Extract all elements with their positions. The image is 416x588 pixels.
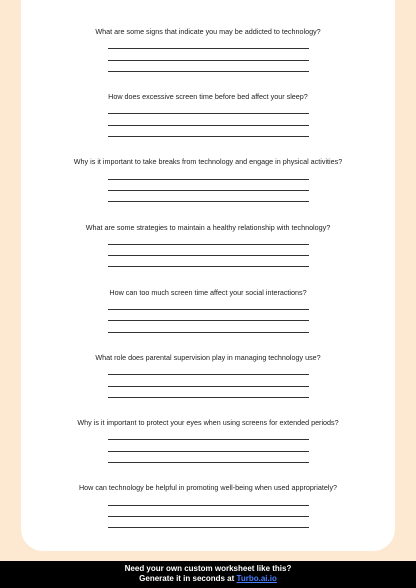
question-text: How does excessive screen time before bed affect your sleep?: [108, 92, 308, 102]
answer-lines: [108, 364, 309, 398]
answer-lines: [108, 103, 309, 137]
answer-line[interactable]: [108, 429, 309, 440]
question-text: How can too much screen time affect your social interactions?: [109, 287, 307, 297]
worksheet-page: [21, 0, 395, 551]
answer-line[interactable]: [108, 49, 309, 60]
answer-lines: [108, 494, 309, 528]
promo-headline: Need your own custom worksheet like this?: [124, 564, 292, 573]
answer-line[interactable]: [108, 38, 309, 49]
question-block: [21, 223, 395, 288]
answer-line[interactable]: [108, 494, 309, 505]
question-text: Why is it important to protect your eyes when using screens for extended periods?: [77, 418, 339, 428]
answer-line[interactable]: [108, 114, 309, 125]
answer-line[interactable]: [108, 375, 309, 386]
promo-subline-text: Generate it in seconds at: [139, 574, 237, 583]
answer-line[interactable]: [108, 180, 309, 191]
answer-line[interactable]: [108, 103, 309, 114]
answer-line[interactable]: [108, 440, 309, 451]
question-text: What are some signs that indicate you may be addicted to technology?: [95, 27, 321, 36]
promo-link[interactable]: Turbo.ai.io: [236, 574, 277, 583]
answer-line[interactable]: [108, 506, 309, 517]
question-block: [21, 27, 395, 92]
question-block: [21, 353, 395, 418]
answer-line[interactable]: [108, 126, 309, 137]
answer-line[interactable]: [108, 387, 309, 398]
question-list: [21, 27, 395, 549]
answer-lines: [108, 234, 309, 268]
question-block: [21, 418, 395, 483]
question-block: [21, 157, 395, 222]
answer-line[interactable]: [108, 61, 309, 72]
promo-subline: [0, 574, 416, 584]
question-block: [21, 92, 395, 157]
answer-line[interactable]: [108, 310, 309, 321]
answer-line[interactable]: [108, 517, 309, 528]
question-text: What role does parental supervision play in managing technology use?: [95, 352, 321, 362]
answer-lines: [108, 299, 309, 333]
answer-lines: [108, 429, 309, 463]
answer-line[interactable]: [108, 452, 309, 463]
answer-line[interactable]: [108, 364, 309, 375]
question-block: [21, 483, 395, 548]
question-block: [21, 288, 395, 353]
promo-footer: [0, 561, 416, 588]
answer-line[interactable]: [108, 321, 309, 332]
answer-line[interactable]: [108, 299, 309, 310]
answer-line[interactable]: [108, 234, 309, 245]
answer-line[interactable]: [108, 191, 309, 202]
question-text: Why is it important to take breaks from technology and engage in physical activities?: [73, 157, 343, 167]
answer-line[interactable]: [108, 256, 309, 267]
question-text: What are some strategies to maintain a healthy relationship with technology?: [85, 222, 331, 232]
answer-lines: [108, 38, 309, 72]
question-text: How can technology be helpful in promoting well-being when used appropriately?: [78, 483, 338, 493]
answer-line[interactable]: [108, 245, 309, 256]
answer-lines: [108, 168, 309, 202]
answer-line[interactable]: [108, 168, 309, 179]
